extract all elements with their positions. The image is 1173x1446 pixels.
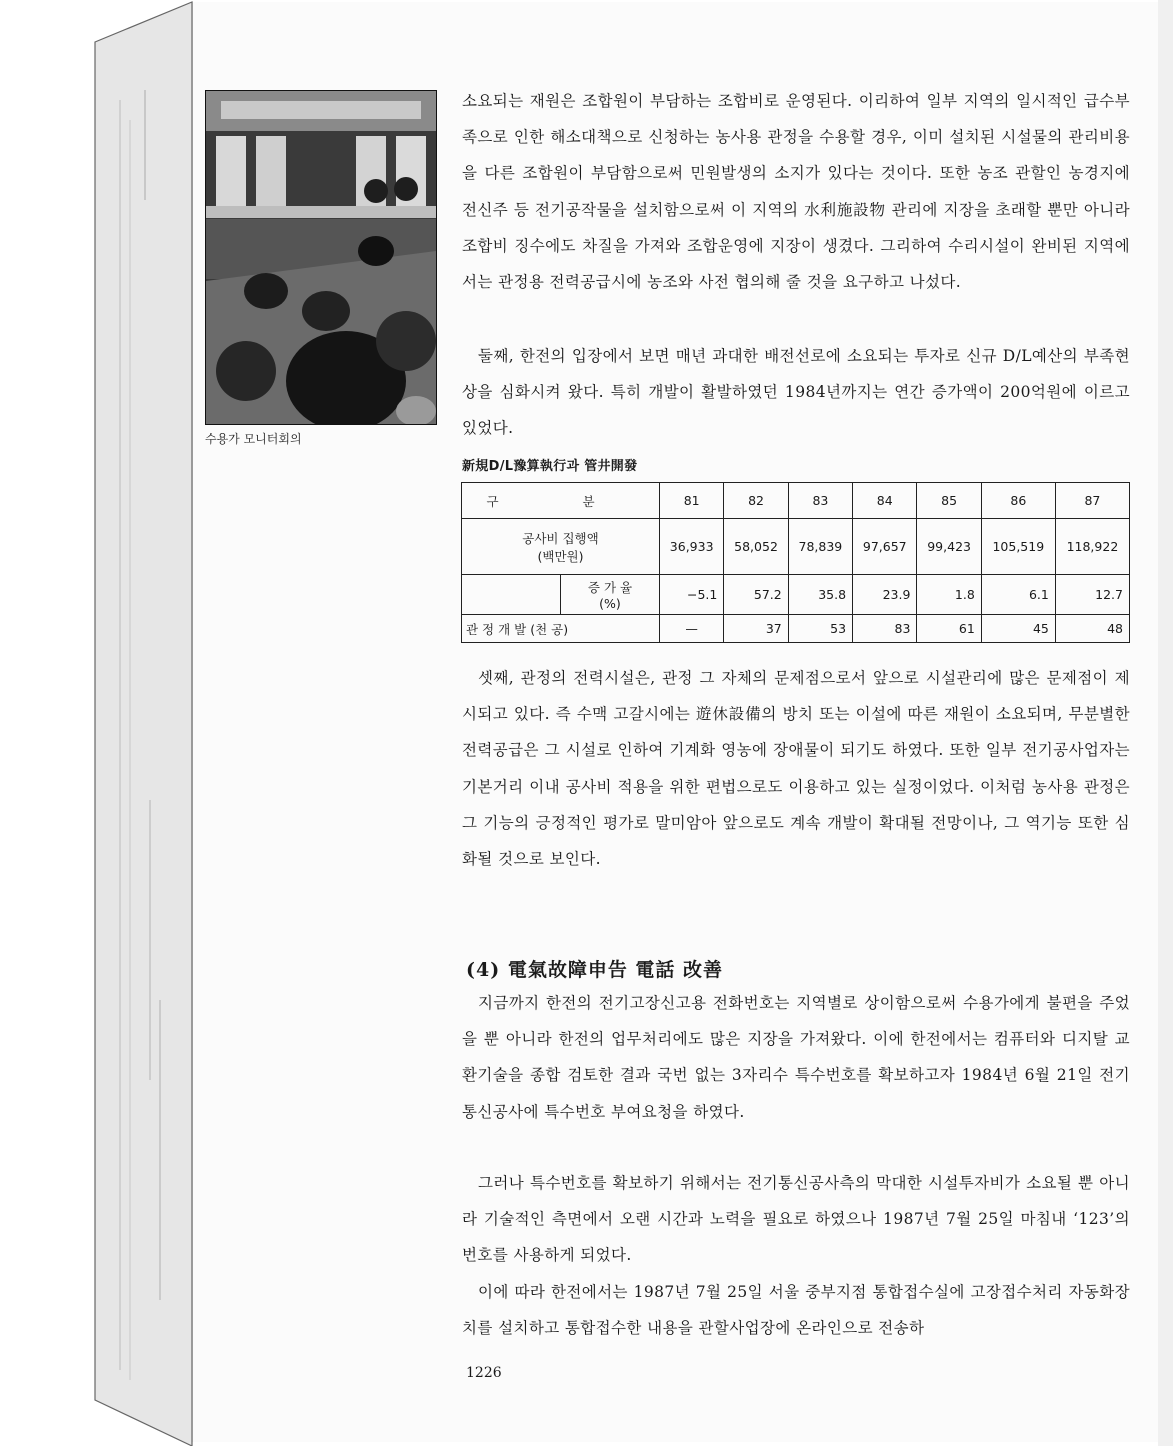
- year-cell: 85: [917, 483, 981, 519]
- year-cell: 81: [660, 483, 724, 519]
- year-cell: 84: [853, 483, 917, 519]
- table-cell: 35.8: [788, 575, 852, 615]
- row-label-main: 증 가 율: [587, 580, 633, 595]
- paragraph-4: 지금까지 한전의 전기고장신고용 전화번호는 지역별로 상이함으로써 수용가에게 불편을 주었을 뿐 아니라 한전의 업무처리에도 많은 지장을 가져왔다. 이에 한전에서는 컴퓨터와 디지탈 교환기술을 종합 검토한 결과 국번 없는 3자리수 특수번호를 확보하고자 1984년 6월 21일 전기통신공사에 특수번호 부여요청을 하였다.: [462, 994, 1130, 1121]
- table-cell: 6.1: [981, 575, 1055, 615]
- paragraph-3: 셋째, 관정의 전력시설은, 관정 그 자체의 문제점으로서 앞으로 시설관리에 많은 문제점이 제시되고 있다. 즉 수맥 고갈시에는 遊休設備의 방치 또는 이설에 따른 재원이 소요되며, 무분별한 전력공급은 그 시설로 인하여 기계화 영농에 장애물이 되기도 하였다. 또한 일부 전기공사업자는 기본거리 이내 공사비 적용을 위한 편법으로도 이용하고 있는 실정이었다. 이처럼 농사용 관정은 그 기능의 긍정적인 평가로 말미암아 앞으로도 계속 개발이 확대될 전망이나, 그 역기능 또한 심화될 것으로 보인다.: [462, 669, 1130, 869]
- table-cell: 83: [853, 615, 917, 643]
- table-row-growth: [462, 575, 1130, 615]
- row-label: 관 정 개 발 (천 공): [462, 615, 660, 643]
- table-cell: 12.7: [1055, 575, 1129, 615]
- paragraph-2: 둘째, 한전의 입장에서 보면 매년 과대한 배전선로에 소요되는 투자로 신규 D/L예산의 부족현상을 심화시켜 왔다. 특히 개발이 활발하였던 1984년까지는 연간 증가액이 200억원에 이르고 있었다.: [462, 347, 1130, 438]
- table-cell: 48: [1055, 615, 1129, 643]
- budget-table: [461, 482, 1130, 643]
- table-cell: 118,922: [1055, 519, 1129, 575]
- photo-caption: 수용가 모니터회의: [205, 432, 302, 446]
- table-cell: 53: [788, 615, 852, 643]
- table-cell: 1.8: [917, 575, 981, 615]
- table-cell: 45: [981, 615, 1055, 643]
- meeting-photo: [205, 90, 437, 425]
- paragraph-1: 소요되는 재원은 조합원이 부담하는 조합비로 운영된다. 이리하여 일부 지역의 일시적인 급수부족으로 인한 해소대책으로 신청하는 농사용 관정을 수용할 경우, 이미 설치된 시설물의 관리비용을 다른 조합원이 부담함으로써 민원발생의 소지가 있다는 것이다. 또한 농조 관할인 농경지에 전신주 등 전기공작물을 설치함으로써 이 지역의 水利施設物 관리에 지장을 초래할 뿐만 아니라 조합비 징수에도 차질을 가져와 조합운영에 지장이 생겼다. 그리하여 수리시설이 완비된 지역에서는 관정용 전력공급시에 농조와 사전 협의해 줄 것을 요구하고 나섰다.: [462, 92, 1130, 292]
- year-cell: 83: [788, 483, 852, 519]
- paragraph-5: 그러나 특수번호를 확보하기 위해서는 전기통신공사측의 막대한 시설투자비가 소요될 뿐 아니라 기술적인 측면에서 오랜 시간과 노력을 필요로 하였으나 1987년 7월 25일 마침내 ‘123’의 번호를 사용하게 되었다.: [462, 1174, 1130, 1265]
- year-cell: 86: [981, 483, 1055, 519]
- table-row-expenditure: [462, 519, 1130, 575]
- year-cell: 82: [724, 483, 788, 519]
- table-cell: 58,052: [724, 519, 788, 575]
- year-cell: 87: [1055, 483, 1129, 519]
- table-header-row: [462, 483, 1130, 519]
- page-number: 1226: [466, 1365, 502, 1381]
- blank-cell: [462, 575, 561, 615]
- row-label: [462, 519, 660, 575]
- table-cell: 97,657: [853, 519, 917, 575]
- row-label-unit: (%): [599, 596, 621, 611]
- table-cell: 105,519: [981, 519, 1055, 575]
- row-label-unit: (백만원): [537, 548, 584, 564]
- paragraph-6: 이에 따라 한전에서는 1987년 7월 25일 서울 중부지점 통합접수실에 고장접수처리 자동화장치를 설치하고 통합접수한 내용을 관할사업장에 온라인으로 전송하: [462, 1283, 1130, 1338]
- table-cell: 37: [724, 615, 788, 643]
- row-label: [561, 575, 660, 615]
- row-label-main: 공사비 집행액: [522, 530, 599, 546]
- header-label: 구 분: [462, 483, 660, 519]
- table-cell: —: [660, 615, 724, 643]
- table-title: 新規D/L豫算執行과 管井開發: [462, 459, 638, 474]
- section-heading: (4) 電氣故障申告 電話 改善: [466, 959, 724, 981]
- table-row-wells: [462, 615, 1130, 643]
- table-cell: −5.1: [660, 575, 724, 615]
- table-cell: 57.2: [724, 575, 788, 615]
- table-cell: 23.9: [853, 575, 917, 615]
- table-cell: 61: [917, 615, 981, 643]
- table-cell: 78,839: [788, 519, 852, 575]
- table-cell: 99,423: [917, 519, 981, 575]
- table-cell: 36,933: [660, 519, 724, 575]
